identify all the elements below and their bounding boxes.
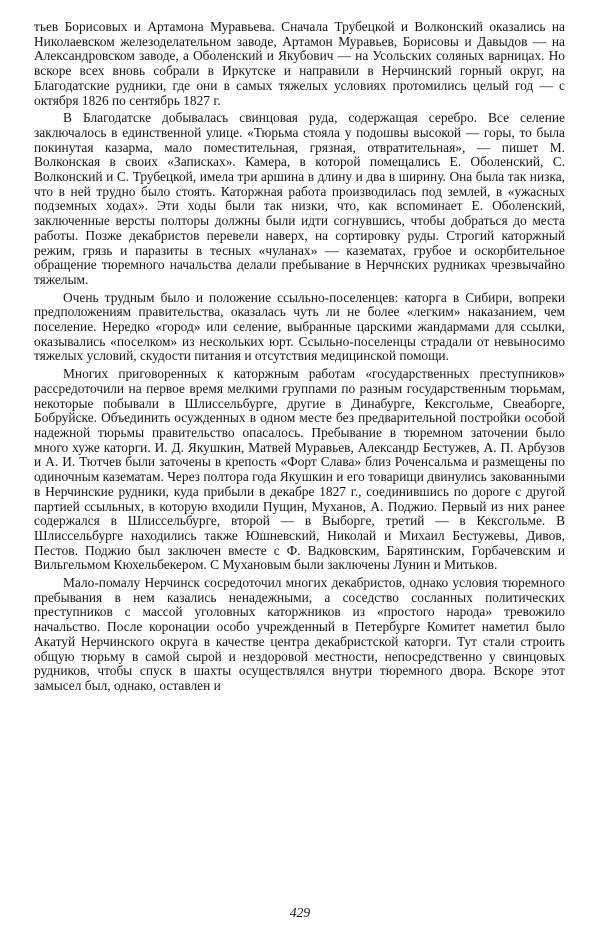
paragraph-prisons: Многих приговоренных к каторжным работам «государственных преступников» рассредоточили на первое время мелкими группами по разным государственным тюрьмам, некоторые побывали в Шлиссельбурге, другие в Динабурге, Кексгольме, Свеаборге, Бобруйске. Объединить осужденных в одном месте без предварительной постройки особой надежной тюрьмы правительство опасалось. Пребывание в тюремном заточении было много хуже каторги. И. Д. Якушкин, Матвей Муравьев, Александр Бестужев, А. П. Арбузов и А. И. Тютчев были заточены в крепость «Форт Слава» близ Роченсальма и размещены по одиночным казематам. Через полтора года Якушкин и его товарищи двинулись закованными в Нерчинские рудники, куда прибыли в декабре 1827 г., соединившись по дороге с другой партией ссыльных, в которую входили Пущин, Муханов, А. Поджио. Первый из них ранее содержался в Шлиссельбурге, второй — в Выборге, третий — в Кексгольме. В Шлиссельбурге находились также Юшневский, Николай и Михаил Бестужевы, Дивов, Пестов. Поджио был заключен вместе с Ф. Вадковским, Барятинским, Горбачевским и Вильгельмом Кюхельбекером. С Мухановым были заключены Лунин и Митьков. [34,366,565,573]
paragraph-nerchinsk: Мало-помалу Нерчинск сосредоточил многих декабристов, однако условия тюремного пребывания в нем казались ненадежными, а соседство сосланных политических преступников с массой уголовных каторжников из «простого народа» тревожило начальство. После коронации особо учрежденный в Петербурге Комитет наметил было Акатуй Нерчинского округа в качестве центра декабристской каторги. Тут стали строить общую тюрьму в самой сырой и нездоровой местности, непосредственно у свинцовых рудников, чтобы спуск в шахты осуществлялся внутри тюремного двора. Вскоре этот замысел был, однако, оставлен и [34,575,565,693]
paragraph-exile-settlers: Очень трудным было и положение ссыльно-поселенцев: каторга в Сибири, вопреки предположениям правительства, оказалась чуть ли не более «легким» наказанием, чем поселение. Нередко «город» или селение, выбранные царскими жандармами для ссылки, оказывались «поселком» из нескольких юрт. Ссыльно-поселенцы страдали от невыносимо тяжелых условий, скудости питания и отсутствия медицинской помощи. [34,289,565,364]
book-page-text [34,20,565,697]
paragraph-continuation: тьев Борисовых и Артамона Муравьева. Сначала Трубецкой и Волконский оказались на Николаевском железоделательном заводе, Артамон Муравьев, Борисовы и Давыдов — на Александровском заводе, а Оболенский и Якубович — на Усольских соляных варницах. Но вскоре всех вновь собрали в Иркутске и направили в Нерчинский горный округ, на Благодатские рудники, где они в самых тяжелых условиях протомились целый год — с октября 1826 по сентябрь 1827 г. [34,19,565,108]
page-number: 429 [289,905,311,920]
paragraph-blagodatsk: В Благодатске добывалась свинцовая руда, содержащая серебро. Все селение заключалось в единственной улице. «Тюрьма стояла у подошвы высокой — горы, то была покинутая казарма, мало поместительная, грязная, отвратительная», — пишет М. Волконская в своих «Записках». Камера, в которой помещались Е. Оболенский, С. Волконский и С. Трубецкой, имела три аршина в длину и два в ширину. Она была так низка, что в ней трудно было стоять. Каторжная работа производилась под землей, в «ужасных подземных ходах». Эти ходы были так низки, что, как вспоминает Е. Оболенский, заключенные версты полторы должны были идти согнувшись, чтобы добраться до места работы. Позже декабристов перевели наверх, на сортировку руды. Строгий каторжный режим, грязь и паразиты в тесных «чуланах» — казематах, грубое и оскорбительное обращение тюремного начальства делали пребывание в Нерчнских рудниках чрезвычайно тяжелым. [34,110,565,287]
